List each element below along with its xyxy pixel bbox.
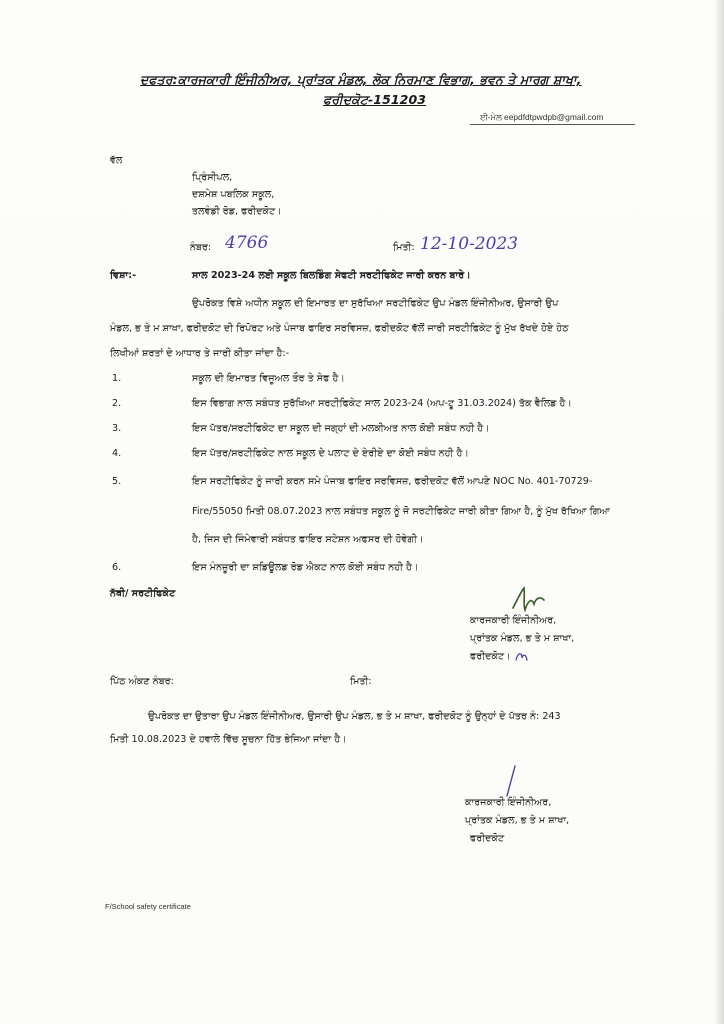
condition-text-line: ਇਸ ਸਰਟੀਫਿਕੇਟ ਨੂੰ ਜਾਰੀ ਕਰਨ ਸਮੇ ਪੰਜਾਬ ਫਾਇਰ ਸਰਵਿਸਜ਼, ਫਰੀਦਕੋਟ ਵੱਲੋਂ ਆਪਣੇ NOC No. 401-70729- [192, 476, 593, 487]
signatory-line-1: ਕਾਰਜਕਾਰੀ ਇੰਜੀਨੀਅਰ, [470, 615, 557, 626]
signature-mark [503, 764, 519, 798]
condition-number: 5. [112, 476, 122, 487]
signature-mark [510, 586, 550, 614]
recipient-line-2: ਦਸ਼ਮੇਸ਼ ਪਬਲਿਕ ਸਕੂਲ, [192, 189, 275, 200]
enclosure-note: ਨੱਥੀ/ ਸਰਟੀਫਿਕੇਟ [110, 588, 176, 599]
recipient-line-1: ਪ੍ਰਿੰਸੀਪਲ, [192, 172, 233, 183]
subject-label: ਵਿਸ਼ਾ:- [110, 270, 137, 281]
subject-text: ਸਾਲ 2023-24 ਲਈ ਸਕੂਲ ਬਿਲਡਿੰਗ ਸੇਫਟੀ ਸਰਟੀਫਿਕੇਟ ਜਾਰੀ ਕਰਨ ਬਾਰੇ। [192, 270, 471, 281]
condition-number: 1. [112, 373, 122, 384]
office-heading-line1: ਦਫਤਰ:ਕਾਰਜਕਾਰੀ ਇੰਜੀਨੀਅਰ, ਪ੍ਰਾਂਤਕ ਮੰਡਲ, ਲੋਕ ਨਿਰਮਾਣ ਵਿਭਾਗ, ਭਵਨ ਤੇ ਮਾਰਗ ਸ਼ਾਖਾ, [140, 72, 582, 87]
office-heading-line2: ਫਰੀਦਕੋਟ-151203 [323, 92, 427, 107]
condition-text: ਇਸ ਮੰਨਜ਼ੂਰੀ ਦਾ ਸ਼ਡਿਊਲਡ ਰੋਡ ਐਕਟ ਨਾਲ ਕੋਈ ਸਬੰਧ ਨਹੀ ਹੈ। [192, 562, 419, 573]
intro-line-3: ਲਿਖੀਆਂ ਸ਼ਰਤਾਂ ਦੇ ਆਧਾਰ ਤੇ ਜਾਰੀ ਕੀਤਾ ਜਾਂਦਾ ਹੈ:- [110, 348, 290, 359]
condition-text: ਸਕੂਲ ਦੀ ਇਮਾਰਤ ਵਿਜੂਅਲ ਤੌਰ ਤੇ ਸੇਫ ਹੈ। [192, 373, 345, 384]
condition-number: 2. [112, 398, 122, 409]
condition-text: ਇਸ ਪੱਤਰ/ਸਰਟੀਫਿਕੇਟ ਦਾ ਸਕੂਲ ਦੀ ਜਗ੍ਹਾਂ ਦੀ ਮਲਕੀਅਤ ਨਾਲ ਕੋਈ ਸਬੰਧ ਨਹੀ ਹੈ। [192, 423, 490, 434]
endorsement-number-label: ਪਿੱਠ ਅੰਕਣ ਨੰਬਰ: [110, 676, 174, 687]
intro-line-1: ਉਪਰੋਕਤ ਵਿਸ਼ੇ ਅਧੀਨ ਸਕੂਲ ਦੀ ਇਮਾਰਤ ਦਾ ਸੁਰੱਖਿਆ ਸਰਟੀਫਿਕੇਟ ਉਪ ਮੰਡਲ ਇੰਜੀਨੀਅਰ, ਉਸਾਰੀ ਉਪ [192, 298, 559, 309]
signatory-line-2: ਪ੍ਰਾਂਤਕ ਮੰਡਲ, ਭ ਤੇ ਮ ਸ਼ਾਖਾ, [470, 633, 575, 644]
signatory2-line-2: ਪ੍ਰਾਂਤਕ ਮੰਡਲ, ਭ ਤੇ ਮ ਸ਼ਾਖਾ, [465, 815, 570, 826]
condition-text: ਇਸ ਪੱਤਰ/ਸਰਟੀਫਿਕੇਟ ਨਾਲ ਸਕੂਲ ਦੇ ਪਲਾਟ ਦੇ ਏਰੀਏ ਦਾ ਕੋਈ ਸਬੰਧ ਨਹੀ ਹੈ। [192, 448, 469, 459]
signatory-line-3: ਫਰੀਦਕੋਟ। [470, 651, 511, 662]
reference-number-label: ਨੰਬਰ: [190, 242, 212, 253]
intro-line-2: ਮੰਡਲ, ਭ ਤੇ ਮ ਸ਼ਾਖਾ, ਫਰੀਦਕੋਟ ਦੀ ਰਿਪੋਰਟ ਅਤੇ ਪੰਜਾਬ ਫਾਇਰ ਸਰਵਿਸਜ਼, ਫਰੀਦਕੋਟ ਵੱਲੋਂ ਜਾਰੀ ਸਰਟੀਫਿਕੇਟ ਨੂੰ ਮੁੱਖ ਰੱਖਦੇ ਹੋਏ ਹੇਠ [110, 323, 569, 334]
endorsement-line-1: ਉਪਰੋਕਤ ਦਾ ਉਤਾਰਾ ਉਪ ਮੰਡਲ ਇੰਜੀਨੀਅਰ, ਉਸਾਰੀ ਉਪ ਮੰਡਲ, ਭ ਤੇ ਮ ਸ਼ਾਖਾ, ਫਰੀਦਕੋਟ ਨੂੰ ਉਨ੍ਹਾਂ ਦੇ ਪੱਤਰ ਨੰ: 243 [148, 711, 561, 722]
scan-edge-shadow [714, 0, 724, 1024]
condition-text-line: Fire/55050 ਮਿਤੀ 08.07.2023 ਨਾਲ ਸਬੰਧਤ ਸਕੂਲ ਨੂੰ ਜੋ ਸਰਟੀਫਿਕੇਟ ਜਾਰੀ ਕੀਤਾ ਗਿਆ ਹੈ, ਨੂੰ ਮੁੱਖ ਰੱਖਿਆ ਗਿਆ [192, 506, 610, 517]
to-label: ਵੱਲ [110, 155, 123, 166]
endorsement-line-2: ਮਿਤੀ 10.08.2023 ਦੇ ਹਵਾਲੇ ਵਿੱਚ ਸੂਚਨਾ ਹਿੱਤ ਭੇਜਿਆ ਜਾਂਦਾ ਹੈ। [110, 734, 347, 745]
reference-number-value: 4766 [225, 233, 269, 253]
file-reference: F/School safety certificate [105, 902, 191, 911]
endorsement-date-label: ਮਿਤੀ: [350, 676, 372, 687]
recipient-line-3: ਤਲਵੰਡੀ ਰੋਡ, ਫਰੀਦਕੋਟ। [192, 206, 282, 217]
condition-number: 6. [112, 562, 122, 573]
reference-date-label: ਮਿਤੀ: [393, 242, 415, 253]
initial-mark [514, 648, 530, 664]
header-divider [470, 124, 635, 125]
condition-text-line: ਹੈ, ਜਿਸ ਦੀ ਜਿੰਮੇਵਾਰੀ ਸਬੰਧਤ ਫਾਇਰ ਸਟੇਸ਼ਨ ਅਫਸਰ ਦੀ ਹੋਵੇਗੀ। [192, 534, 424, 545]
condition-number: 4. [112, 448, 122, 459]
signatory2-line-1: ਕਾਰਜਕਾਰੀ ਇੰਜੀਨੀਅਰ, [465, 797, 552, 808]
reference-date-value: 12-10-2023 [420, 234, 519, 254]
office-email: ਈ-ਮੇਲ eepdfdtpwdpb@gmail.com [480, 112, 604, 122]
condition-text: ਇਸ ਵਿਭਾਗ ਨਾਲ ਸਬੰਧਤ ਸੁਰੱਖਿਆ ਸਰਟੀਫਿਕੇਟ ਸਾਲ 2023-24 (ਅਪ-ਟੂ 31.03.2024) ਤੱਕ ਵੈਲਿਡ ਹੈ। [192, 398, 572, 409]
signatory2-line-3: ਫਰੀਦਕੋਟ [470, 833, 505, 844]
condition-number: 3. [112, 423, 122, 434]
